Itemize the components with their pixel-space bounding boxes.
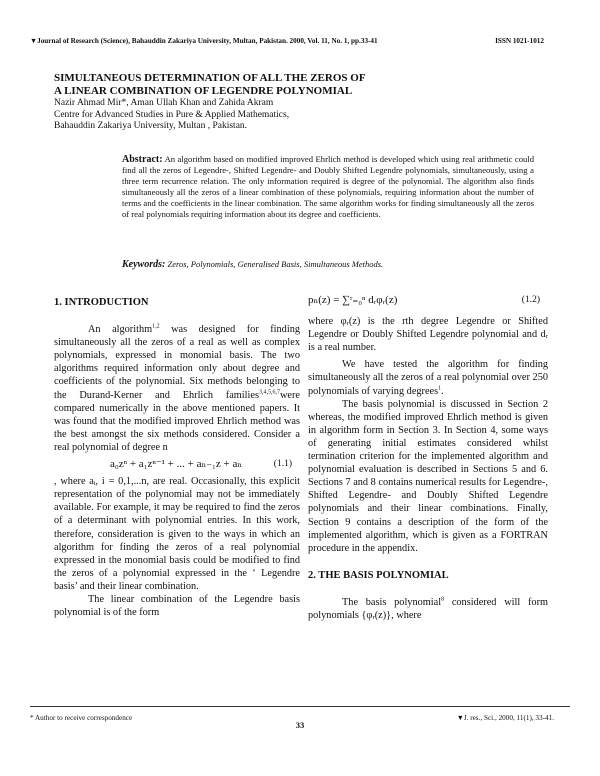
footnote: * Author to receive correspondence — [30, 714, 133, 722]
equation-body: a₀zⁿ + a₁zⁿ⁻¹ + ... + aₙ₋₁z + aₙ — [110, 458, 243, 471]
equation-body: pₙ(z) = ∑ʳ₌₀ⁿ dᵣφᵣ(z) — [308, 294, 398, 306]
author-block — [54, 98, 554, 133]
keywords-text: Zeros, Polynomials, Generalised Basis, Simultaneous Methods. — [167, 259, 384, 269]
keywords — [122, 259, 534, 270]
text-run: was designed for finding simultaneously all the zeros of a real as well as complex polynomials, expressed in monomial basis. The two algorithms required information only about degree and coefficients of the polynomial. Six methods belonging to the Durand-Kerner and Ehrlich families — [54, 324, 300, 401]
equation-1-1 — [54, 458, 300, 471]
citation: 1 — [438, 385, 442, 392]
abstract-label: Abstract: — [122, 154, 163, 165]
affiliation-1: Centre for Advanced Studies in Pure & Applied Mathematics, — [54, 109, 290, 120]
basis-paragraph — [308, 596, 548, 622]
right-paragraph-3: The basis polynomial is discussed in Section 2 whereas, the modified improved Ehrlich method is given in algorithm form in Section 3. In Section 4, some ways of generating initial estimates considered whilst termination criterion for the implemented algorithm and polynomial evaluation is described in Sections 5 and 6. Sections 7 and 8 contains numerical results for Legendre-, Shifted Legendre- and Doubly Shifted Legendre polynomials and their linear combinations. Finally, Section 9 contains a description of the form of the implemented algorithm, which is given as a FORTRAN procedure in the appendix. — [308, 398, 548, 554]
footer-divider — [30, 706, 570, 707]
intro-paragraph-3: The linear combination of the Legendre basis polynomial is of the form — [54, 593, 300, 619]
text-run: . — [441, 385, 444, 397]
left-column — [54, 296, 300, 619]
issn: ISSN 1021-1012 — [495, 37, 544, 45]
journal-reference: ▼J. res., Sci., 2000, 11(1), 33-41. — [456, 714, 554, 722]
affiliation-2: Bahauddin Zakariya University, Multan , Pakistan. — [54, 121, 248, 131]
citation: 8 — [441, 596, 445, 603]
author-names: Nazir Ahmad Mir*, Aman Ullah Khan and Zahida Akram — [54, 98, 274, 108]
equation-number: (1.2) — [521, 295, 540, 305]
section-heading-basis-polynomial: 2. THE BASIS POLYNOMIAL — [308, 569, 449, 581]
right-column — [308, 296, 548, 622]
page-number: 33 — [295, 720, 305, 730]
intro-paragraph-2: , where aᵢ, i = 0,1,...n, are real. Occasionally, this explicit representation of the polynomial may not be immediately available. For example, it may be required to find the zeros of a determinant with polynomial entries. In this work, therefore, consideration is given to the ways in which an algorithm for finding the zeros of a real polynomial expressed in the monomial basis could be modified to find the zeros of a polynomial expressed in the ‘ Legendre basis’ and their linear combination. — [54, 476, 300, 592]
title-line-2: A LINEAR COMBINATION OF LEGENDRE POLYNOMIAL — [54, 85, 353, 97]
text-run: were compared numerically in the above mentioned papers. It was found that the modified improved Ehrlich method was the best amongst the six methods considered. Consider a real polynomial of degree n — [54, 389, 300, 453]
abstract — [122, 154, 534, 220]
paper-title — [54, 72, 554, 98]
right-paragraph-2 — [308, 358, 548, 397]
text-run: The basis polynomial — [342, 596, 442, 608]
citation: 1,2 — [152, 323, 160, 330]
right-paragraph-1: where φᵣ(z) is the rth degree Legendre or Shifted Legendre or Doubly Shifted Legendre polynomial and dᵣ is a real number. — [308, 316, 548, 354]
equation-number: (1.1) — [273, 459, 292, 470]
journal-header: ▼Journal of Research (Science), Bahauddin Zakariya University, Multan, Pakistan. 2000, Vol. 11, No. 1, pp.33-41 — [30, 37, 378, 45]
section-heading-introduction: 1. INTRODUCTION — [54, 297, 149, 308]
citation: 3,4,5,6,7 — [258, 389, 280, 396]
intro-paragraph-1 — [54, 323, 300, 454]
title-line-1: SIMULTANEOUS DETERMINATION OF ALL THE ZEROS OF — [54, 72, 366, 84]
abstract-text: An algorithm based on modified improved Ehrlich method is developed which using real arithmetic could find all the zeros of Legendre-, Shifted Legendre- and Doubly Shifted Legendre polynomials, simultaneously, using a three term recurrence relation. The only information required is degree of the polynomial. The algorithm also finds simultaneously all the zeros of a linear combination of these polynomials, requiring information about the number of terms and the coefficients in the linear combination. The same algorithm works for finding simultaneously all the zeros of real polynomials requiring information about its degree and coefficients. — [122, 154, 534, 219]
text-run: We have tested the algorithm for finding simultaneously all the zeros of a real polynomial over 250 polynomials of varying degrees — [308, 359, 548, 397]
running-header — [30, 37, 570, 45]
text-run: considered will form polynomials {φᵣ(z)}, where — [308, 596, 549, 621]
text-run: An algorithm — [88, 324, 153, 336]
equation-1-2 — [308, 294, 548, 307]
keywords-label: Keywords: — [122, 259, 166, 270]
